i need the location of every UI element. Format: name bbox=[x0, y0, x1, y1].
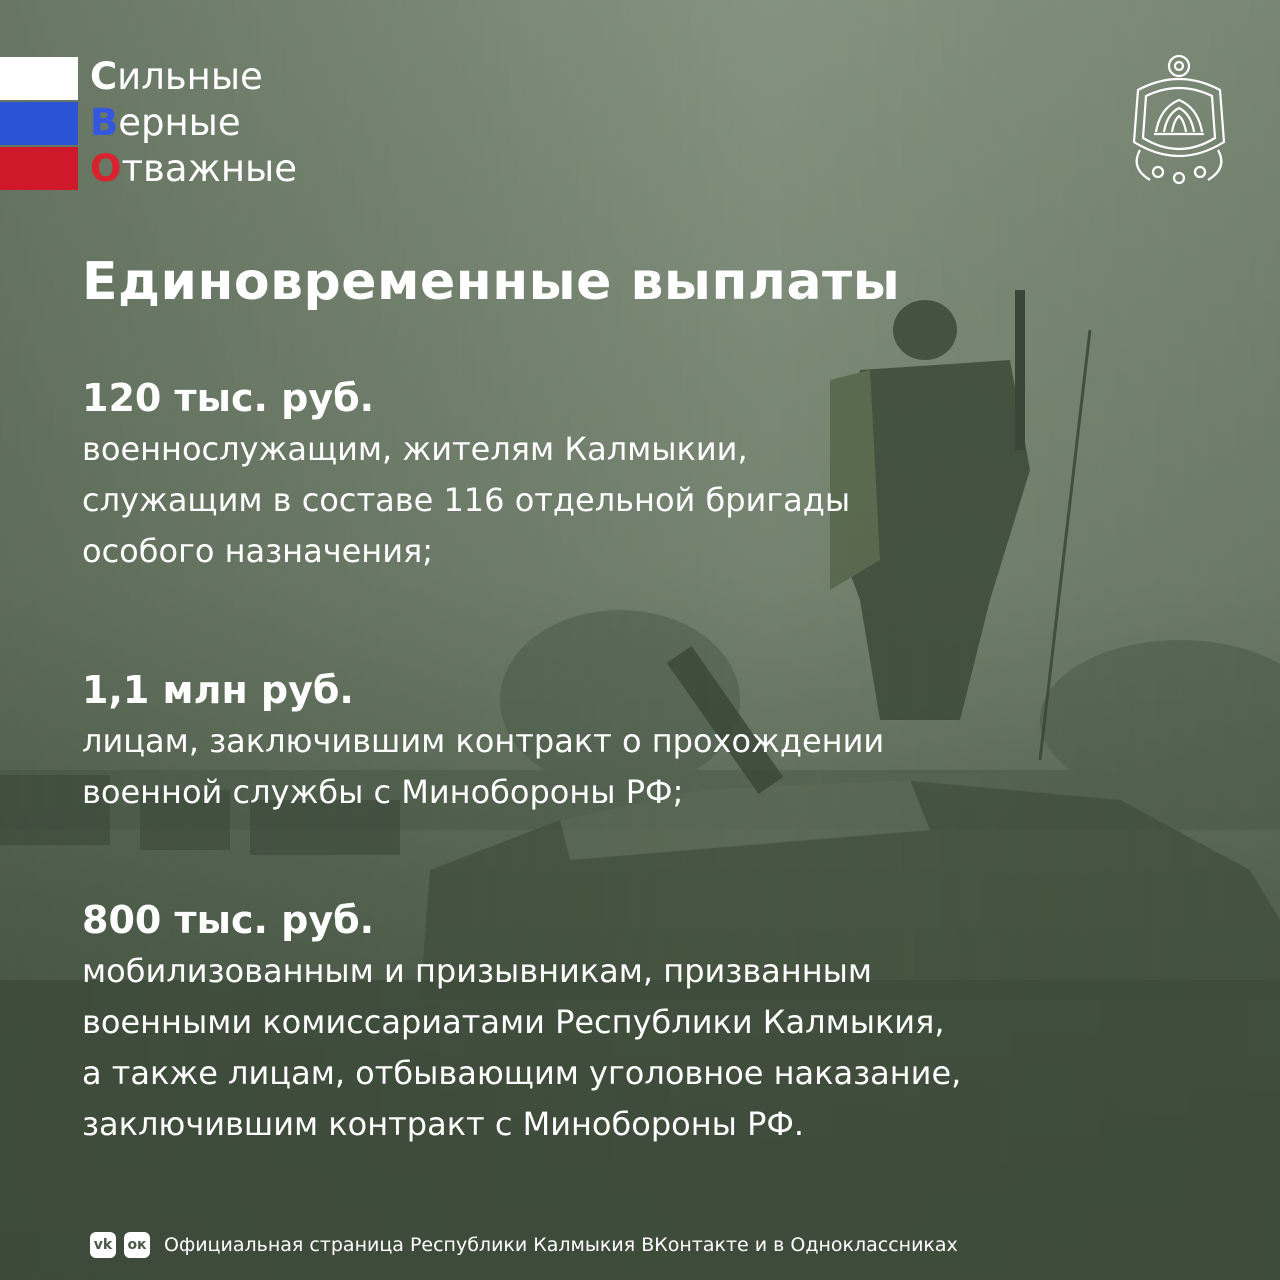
payment-amount: 1,1 млн руб. bbox=[82, 668, 354, 712]
payment-description-line: военнослужащим, жителям Калмыкии, bbox=[82, 430, 748, 468]
footer bbox=[90, 1232, 958, 1258]
payment-description-line: служащим в составе 116 отдельной бригады bbox=[82, 481, 851, 519]
payment-description-line: заключившим контракт с Минобороны РФ. bbox=[82, 1105, 805, 1143]
payment-description-line: мобилизованным и призывникам, призванным bbox=[82, 952, 873, 990]
payment-section-2 bbox=[82, 664, 1212, 818]
slogan-rest-1: ильные bbox=[117, 55, 263, 98]
slogan-letter-o: О bbox=[90, 147, 122, 190]
slogan-letter-v: В bbox=[90, 101, 119, 144]
page-title: Единовременные выплаты bbox=[82, 252, 901, 312]
payment-amount: 800 тыс. руб. bbox=[82, 898, 375, 942]
flag-white-stripe bbox=[0, 57, 78, 100]
payment-description-line: военными комиссариатами Республики Калмыкия, bbox=[82, 1003, 945, 1041]
flag-red-stripe bbox=[0, 147, 78, 190]
slogan-letter-s: С bbox=[90, 55, 118, 98]
payment-section-1 bbox=[82, 372, 1212, 577]
slogan bbox=[90, 54, 297, 192]
payment-amount: 120 тыс. руб. bbox=[82, 376, 375, 420]
flag-blue-stripe bbox=[0, 102, 78, 145]
russian-flag bbox=[0, 57, 78, 192]
slogan-line-1 bbox=[90, 54, 297, 100]
slogan-rest-2: ерные bbox=[118, 101, 241, 144]
payment-description-line: а также лицам, отбывающим уголовное наказание, bbox=[82, 1054, 962, 1092]
payment-description bbox=[82, 716, 1212, 818]
payment-description bbox=[82, 946, 1212, 1150]
payment-description bbox=[82, 424, 1212, 577]
slogan-line-3 bbox=[90, 146, 297, 192]
vk-icon[interactable]: vk bbox=[90, 1232, 116, 1258]
kalmykia-emblem-icon bbox=[1120, 50, 1238, 188]
payment-description-line: военной службы с Минобороны РФ; bbox=[82, 773, 684, 811]
payment-description-line: лицам, заключившим контракт о прохождении bbox=[82, 722, 885, 760]
slogan-line-2 bbox=[90, 100, 297, 146]
payment-description-line: особого назначения; bbox=[82, 532, 434, 570]
payment-section-3 bbox=[82, 894, 1212, 1150]
footer-text: Официальная страница Республики Калмыкия ВКонтакте и в Одноклассниках bbox=[164, 1234, 958, 1256]
slogan-rest-3: тважные bbox=[121, 147, 298, 190]
odnoklassniki-icon[interactable]: ок bbox=[124, 1232, 150, 1258]
